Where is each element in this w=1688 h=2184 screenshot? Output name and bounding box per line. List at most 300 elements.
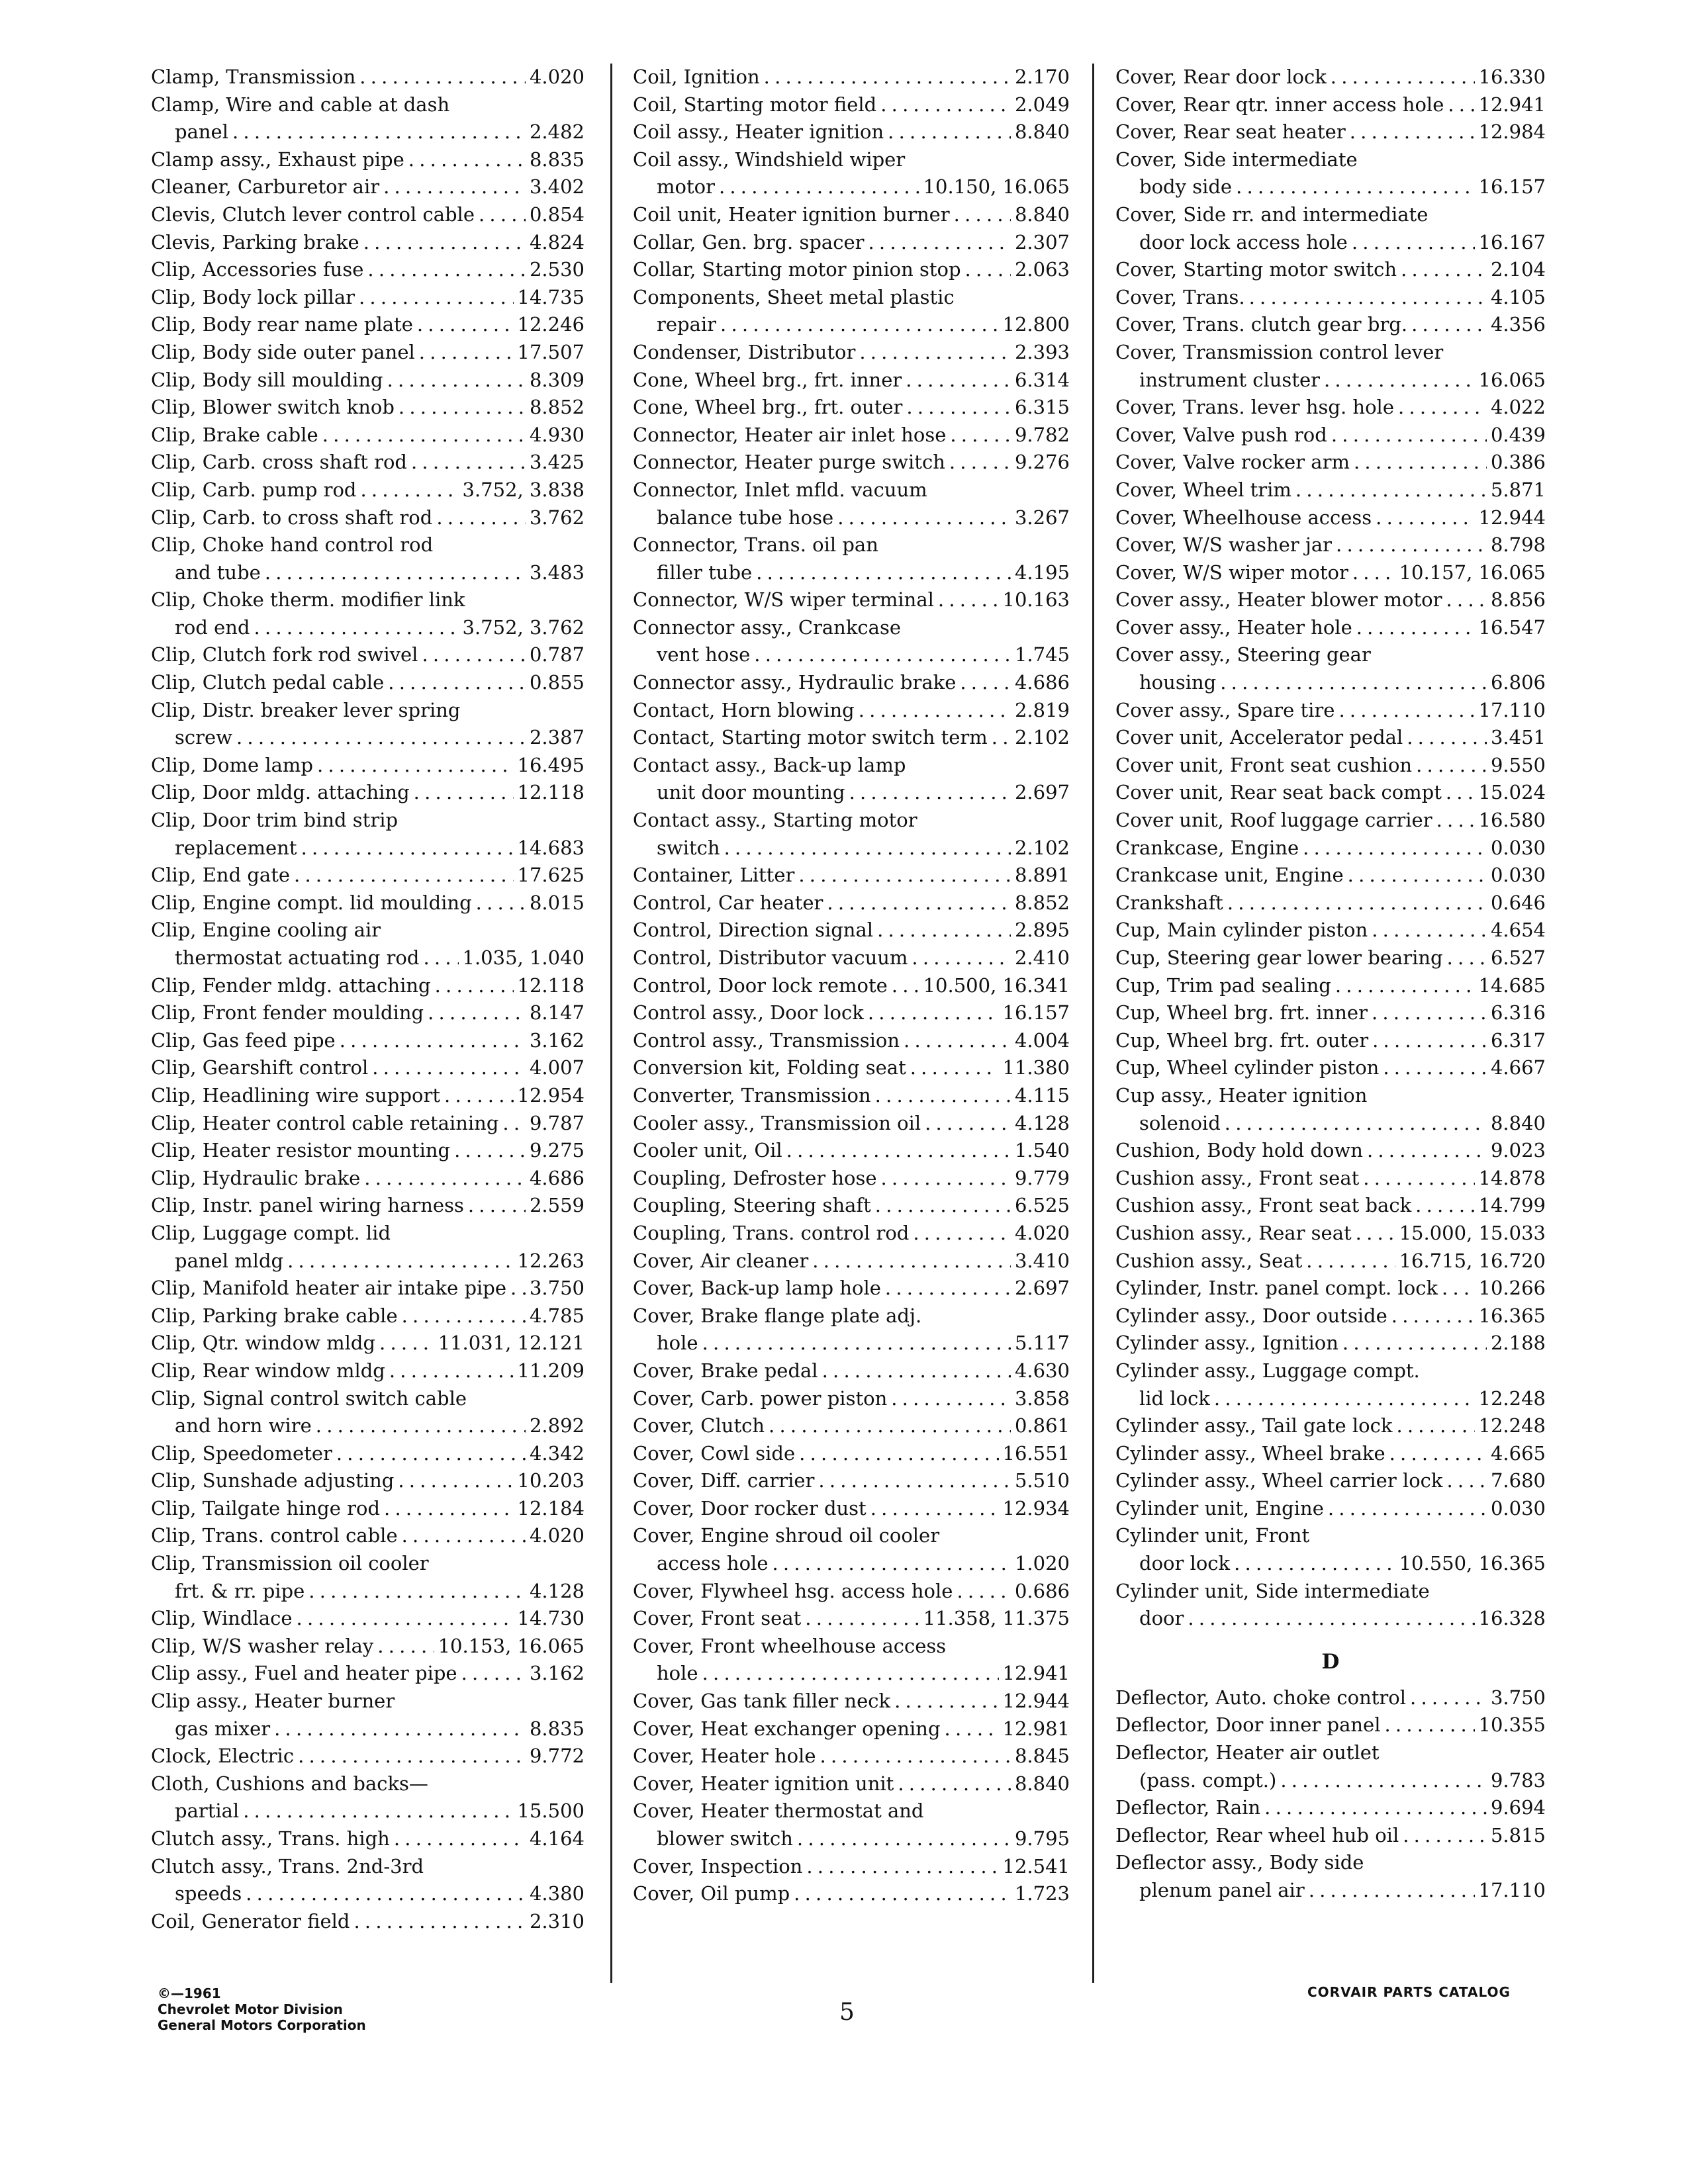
entry-text: Cooler unit, Oil	[633, 1139, 782, 1162]
entry-text: Clamp, Transmission	[151, 66, 356, 88]
index-entry	[1115, 944, 1546, 972]
column-divider	[610, 64, 612, 1983]
entry-page-ref: 15.000, 15.033	[1399, 1221, 1546, 1244]
entry-text: Connector, Trans. oil pan	[633, 533, 878, 557]
index-entry	[151, 1137, 585, 1165]
index-entry	[151, 889, 585, 917]
dot-leader	[754, 641, 1011, 669]
index-entry	[633, 1440, 1070, 1468]
dot-leader	[945, 1715, 999, 1743]
entry-page-ref: 4.824	[529, 230, 585, 253]
index-entry	[1115, 1495, 1546, 1523]
entry-text: instrument cluster	[1139, 368, 1320, 391]
dot-leader	[1264, 1794, 1487, 1822]
entry-page-ref: 1.745	[1014, 643, 1070, 666]
entry-text: Clip, Blower switch knob	[151, 396, 395, 419]
dot-leader	[236, 724, 526, 752]
index-entry	[151, 477, 585, 504]
index-entry	[633, 1054, 1070, 1082]
dot-leader	[910, 1054, 999, 1082]
index-entry	[633, 531, 1070, 586]
entry-text: Coil, Generator field	[151, 1909, 350, 1933]
index-entry	[633, 1853, 1070, 1881]
index-entry	[633, 1248, 1070, 1275]
dot-leader	[870, 1495, 999, 1523]
entry-page-ref: 2.393	[1014, 340, 1070, 363]
entry-text: Deflector, Auto. choke control	[1115, 1686, 1407, 1709]
dot-leader	[379, 1330, 434, 1357]
dot-leader	[411, 449, 526, 477]
entry-text: access hole	[657, 1552, 769, 1575]
entry-text: Cylinder assy., Wheel brake	[1115, 1441, 1385, 1465]
index-entry	[633, 697, 1070, 725]
index-entry	[1115, 1302, 1546, 1330]
dot-leader	[892, 972, 919, 1000]
dot-leader	[402, 1522, 526, 1550]
entry-text: Coupling, Steering shaft	[633, 1194, 871, 1217]
dot-leader	[875, 1192, 1011, 1220]
entry-text: Cone, Wheel brg., frt. outer	[633, 396, 903, 419]
dot-leader	[297, 1605, 514, 1633]
dot-leader	[881, 1165, 1011, 1193]
entry-page-ref: 9.783	[1490, 1768, 1546, 1792]
catalog-title: CORVAIR PARTS CATALOG	[1307, 1984, 1511, 2000]
entry-page-ref: 8.845	[1014, 1745, 1070, 1768]
entry-page-ref: 12.248	[1478, 1414, 1546, 1437]
dot-leader	[510, 1275, 526, 1302]
index-entry	[151, 1357, 585, 1385]
dot-leader	[799, 1440, 998, 1468]
entry-text: Cylinder assy., Luggage compt.	[1115, 1359, 1420, 1382]
entry-page-ref: 10.163	[1002, 588, 1070, 612]
entry-page-ref: 2.063	[1014, 258, 1070, 281]
entry-page-ref: 3.410	[1014, 1249, 1070, 1272]
dot-leader	[950, 422, 1011, 449]
entry-text: Cover, Gas tank filler neck	[633, 1690, 891, 1713]
index-entry	[633, 339, 1070, 367]
dot-leader	[1350, 118, 1475, 146]
entry-text: replacement	[175, 836, 297, 859]
entry-text: Deflector assy., Body side	[1115, 1851, 1364, 1874]
dot-leader	[388, 669, 526, 697]
index-entry	[633, 1743, 1070, 1770]
entry-text: door lock	[1139, 1552, 1231, 1575]
index-entry	[1115, 1684, 1546, 1712]
index-entry	[1115, 1275, 1546, 1302]
index-entry	[151, 1110, 585, 1138]
dot-leader	[1407, 724, 1487, 752]
entry-text: Connector assy., Hydraulic brake	[633, 671, 957, 694]
entry-text: Deflector, Heater air outlet	[1115, 1741, 1380, 1764]
dot-leader	[827, 889, 1011, 917]
index-entry	[151, 339, 585, 367]
dot-leader	[1384, 1711, 1474, 1739]
index-entry	[151, 1908, 585, 1936]
dot-leader	[1227, 889, 1487, 917]
index-entry	[1115, 339, 1546, 394]
index-entry	[633, 1495, 1070, 1523]
index-entry	[1115, 1357, 1546, 1412]
entry-page-ref: 0.386	[1490, 451, 1546, 474]
dot-leader	[398, 1467, 513, 1495]
entry-page-ref: 2.530	[529, 258, 585, 281]
entry-page-ref: 7.680	[1490, 1469, 1546, 1492]
index-entry	[1115, 284, 1546, 312]
entry-page-ref: 17.110	[1478, 698, 1546, 721]
entry-text: unit door mounting	[657, 781, 845, 804]
entry-text: Clip, Windlace	[151, 1607, 293, 1630]
dot-leader	[1335, 972, 1475, 1000]
index-entry	[633, 91, 1070, 119]
entry-text: Clip, Body rear name plate	[151, 313, 413, 336]
index-entry	[151, 64, 585, 91]
entry-page-ref: 8.835	[529, 1717, 585, 1740]
entry-page-ref: 9.782	[1014, 423, 1070, 446]
dot-leader	[868, 229, 1010, 257]
entry-text: Clip, Brake cable	[151, 423, 318, 446]
entry-text: door lock access hole	[1139, 230, 1348, 253]
entry-page-ref: 4.022	[1490, 396, 1546, 419]
index-entry	[1115, 531, 1546, 559]
entry-page-ref: 4.020	[529, 66, 585, 88]
entry-text: Cylinder assy., Ignition	[1115, 1332, 1338, 1355]
entry-page-ref: 3.858	[1014, 1387, 1070, 1410]
dot-leader	[423, 944, 458, 972]
dot-leader	[960, 669, 1011, 697]
entry-page-ref: 4.686	[529, 1166, 585, 1189]
dot-leader	[1415, 1192, 1474, 1220]
entry-page-ref: 6.525	[1014, 1194, 1070, 1217]
entry-page-ref: 12.941	[1478, 93, 1546, 116]
dot-leader	[724, 835, 1011, 862]
entry-text: Clip, Trans. control cable	[151, 1524, 398, 1547]
index-entry	[1115, 1412, 1546, 1440]
index-entry	[633, 64, 1070, 91]
entry-text: Clip, Front fender moulding	[151, 1001, 424, 1024]
entry-text: housing	[1139, 671, 1217, 694]
dot-leader	[361, 477, 459, 504]
dot-leader	[364, 1165, 526, 1193]
dot-leader	[888, 118, 1011, 146]
index-entry	[633, 1275, 1070, 1302]
entry-text: Cover, Valve rocker arm	[1115, 451, 1350, 474]
entry-text: Cover, Front wheelhouse access	[633, 1634, 947, 1657]
index-entry	[151, 1853, 585, 1908]
entry-text: panel mldg	[175, 1249, 284, 1272]
index-entry	[633, 669, 1070, 697]
dot-leader	[1410, 1684, 1487, 1712]
index-entry	[151, 1550, 585, 1605]
entry-text: Control assy., Door lock	[633, 1001, 864, 1024]
entry-text: hole	[657, 1332, 698, 1355]
index-entry	[1115, 477, 1546, 504]
index-entry	[151, 862, 585, 889]
dot-leader	[1367, 1137, 1487, 1165]
entry-text: Cylinder unit, Front	[1115, 1524, 1310, 1547]
entry-text: Cover unit, Accelerator pedal	[1115, 726, 1403, 749]
entry-text: Coil assy., Heater ignition	[633, 120, 884, 144]
index-entry	[151, 367, 585, 394]
entry-page-ref: 12.118	[517, 781, 585, 804]
entry-text: Cover, Clutch	[633, 1414, 765, 1437]
dot-leader	[1356, 614, 1475, 642]
dot-leader	[822, 1357, 1011, 1385]
entry-page-ref: 4.630	[1014, 1359, 1070, 1382]
entry-page-ref: 16.157	[1002, 1001, 1070, 1024]
dot-leader	[954, 201, 1011, 229]
entry-text: hole	[657, 1662, 698, 1685]
dot-leader	[359, 284, 514, 312]
entry-page-ref: 0.030	[1490, 864, 1546, 887]
entry-text: Cleaner, Carburetor air	[151, 175, 380, 199]
dot-leader	[949, 449, 1011, 477]
entry-page-ref: 2.102	[1014, 836, 1070, 859]
entry-page-ref: 9.275	[529, 1139, 585, 1162]
index-entry	[633, 614, 1070, 669]
entry-page-ref: 3.750	[529, 1277, 585, 1300]
dot-leader	[1214, 1385, 1475, 1413]
entry-text: Control, Distributor vacuum	[633, 946, 908, 969]
index-entry	[633, 1605, 1070, 1633]
entry-text: Clamp assy., Exhaust pipe	[151, 148, 404, 171]
entry-text: Cover, Heater ignition unit	[633, 1772, 894, 1795]
entry-text: Deflector, Door inner panel	[1115, 1713, 1381, 1737]
entry-page-ref: 0.646	[1490, 891, 1546, 914]
entry-text: Coil, Starting motor field	[633, 93, 877, 116]
entry-text: Crankshaft	[1115, 891, 1223, 914]
index-entry	[1115, 1739, 1546, 1794]
entry-text: Clip, Gearshift control	[151, 1056, 369, 1079]
entry-text: repair	[657, 313, 717, 336]
dot-leader	[906, 394, 1011, 422]
dot-leader	[1383, 1054, 1487, 1082]
dot-leader	[875, 1082, 1011, 1110]
index-entry	[151, 1192, 585, 1220]
index-entry	[633, 1220, 1070, 1248]
dot-leader	[849, 779, 1011, 807]
index-entry	[151, 1054, 585, 1082]
entry-page-ref: 0.854	[529, 203, 585, 226]
index-entry	[151, 284, 585, 312]
dot-leader	[880, 91, 1011, 119]
index-entry	[1115, 1578, 1546, 1633]
entry-page-ref: 8.852	[1014, 891, 1070, 914]
entry-text: Cylinder unit, Side intermediate	[1115, 1579, 1430, 1602]
entry-text: Control, Door lock remote	[633, 974, 888, 997]
dot-leader	[399, 394, 526, 422]
entry-text: Clip, Heater resistor mounting	[151, 1139, 451, 1162]
entry-page-ref: 12.934	[1002, 1496, 1070, 1520]
entry-text: Cover, Starting motor switch	[1115, 258, 1397, 281]
index-entry	[1115, 1522, 1546, 1577]
dot-leader	[720, 311, 998, 339]
index-entry	[1115, 1054, 1546, 1082]
dot-leader	[232, 118, 526, 146]
entry-text: Cup assy., Heater ignition	[1115, 1083, 1368, 1107]
dot-leader	[965, 256, 1011, 284]
index-entry	[1115, 1192, 1546, 1220]
dot-leader	[363, 229, 526, 257]
entry-page-ref: 2.482	[529, 120, 585, 144]
index-entry	[633, 394, 1070, 422]
entry-text: Cup, Wheel cylinder piston	[1115, 1056, 1380, 1079]
entry-page-ref: 12.184	[517, 1496, 585, 1520]
entry-text: Container, Litter	[633, 864, 795, 887]
entry-page-ref: 10.157, 16.065	[1399, 561, 1546, 584]
entry-text: Cover, Heater hole	[633, 1745, 816, 1768]
dot-leader	[274, 1715, 526, 1743]
entry-text: Cover, Inspection	[633, 1854, 803, 1878]
entry-page-ref: 2.819	[1014, 698, 1070, 721]
entry-text: Clip, Accessories fuse	[151, 258, 364, 281]
entry-page-ref: 17.625	[517, 864, 585, 887]
entry-text: Cover, Engine shroud oil cooler	[633, 1524, 940, 1547]
entry-page-ref: 4.356	[1490, 313, 1546, 336]
dot-leader	[1220, 669, 1487, 697]
entry-text: Clip, Tailgate hinge rod	[151, 1496, 381, 1520]
entry-text: Clip, Body side outer panel	[151, 340, 415, 363]
entry-page-ref: 16.330	[1478, 66, 1546, 88]
entry-text: Cooler assy., Transmission oil	[633, 1111, 921, 1134]
dot-leader	[359, 64, 526, 91]
entry-text: speeds	[175, 1882, 242, 1905]
dot-leader	[1336, 531, 1487, 559]
dot-leader	[294, 862, 513, 889]
entry-text: Cover, Oil pump	[633, 1882, 790, 1905]
index-entry	[633, 972, 1070, 1000]
index-entry	[151, 1385, 585, 1440]
entry-text: Clip, Qtr. window mldg	[151, 1332, 376, 1355]
copyright-corporation: General Motors Corporation	[158, 2017, 366, 2033]
entry-page-ref: 8.840	[1014, 1772, 1070, 1795]
index-entry	[151, 1825, 585, 1853]
entry-page-ref: 14.799	[1478, 1194, 1546, 1217]
entry-text: Cover, Diff. carrier	[633, 1469, 815, 1492]
entry-text: Cup, Wheel brg. frt. outer	[1115, 1028, 1369, 1052]
entry-text: Coupling, Trans. control rod	[633, 1221, 910, 1244]
index-entry	[1115, 91, 1546, 119]
entry-page-ref: 8.840	[1490, 1111, 1546, 1134]
dot-leader	[904, 1027, 1011, 1055]
entry-page-ref: 16.580	[1478, 809, 1546, 832]
entry-page-ref: 2.895	[1014, 919, 1070, 942]
entry-page-ref: 0.030	[1490, 1496, 1546, 1520]
dot-leader	[798, 862, 1011, 889]
dot-leader	[756, 559, 1011, 587]
dot-leader	[308, 1578, 526, 1606]
dot-leader	[1324, 367, 1475, 394]
entry-text: Cylinder assy., Tail gate lock	[1115, 1414, 1393, 1437]
index-entry	[633, 1082, 1070, 1110]
index-entry	[151, 256, 585, 284]
entry-text: Connector, Heater purge switch	[633, 451, 945, 474]
index-entry	[151, 1605, 585, 1633]
entry-text: balance tube hose	[657, 506, 834, 529]
dot-leader	[408, 146, 526, 174]
entry-page-ref: 11.209	[517, 1359, 585, 1382]
entry-text: Clip, Carb. pump rod	[151, 478, 357, 501]
entry-text: Clip, Engine compt. lid moulding	[151, 891, 472, 914]
entry-page-ref: 6.316	[1490, 1001, 1546, 1024]
entry-page-ref: 2.049	[1014, 93, 1070, 116]
entry-page-ref: 8.840	[1014, 120, 1070, 144]
entry-page-ref: 6.315	[1014, 396, 1070, 419]
dot-leader	[414, 779, 514, 807]
index-entry	[151, 1495, 585, 1523]
dot-leader	[383, 173, 526, 201]
entry-page-ref: 2.188	[1490, 1332, 1546, 1355]
entry-page-ref: 4.020	[529, 1524, 585, 1547]
entry-text: Clamp, Wire and cable at dash	[151, 93, 450, 116]
entry-page-ref: 4.785	[529, 1304, 585, 1327]
entry-page-ref: 2.104	[1490, 258, 1546, 281]
entry-text: Cylinder, Instr. panel compt. lock	[1115, 1277, 1438, 1300]
dot-leader	[702, 1330, 1011, 1357]
index-entry	[151, 91, 585, 146]
index-entry	[151, 697, 585, 752]
entry-text: Cover assy., Heater blower motor	[1115, 588, 1442, 612]
dot-leader	[340, 1027, 526, 1055]
entry-page-ref: 8.015	[529, 891, 585, 914]
index-entry	[151, 1027, 585, 1055]
dot-leader	[419, 339, 514, 367]
entry-page-ref: 3.402	[529, 175, 585, 199]
entry-text: Clip, Gas feed pipe	[151, 1028, 336, 1052]
entry-text: Condenser, Distributor	[633, 340, 856, 363]
index-entry	[151, 999, 585, 1027]
dot-leader	[1372, 999, 1487, 1027]
index-entry	[151, 586, 585, 641]
index-entry	[1115, 999, 1546, 1027]
entry-text: Cover, Flywheel hsg. access hole	[633, 1579, 953, 1602]
entry-page-ref: 16.328	[1478, 1607, 1546, 1630]
dot-leader	[786, 1137, 1011, 1165]
dot-leader	[859, 339, 1011, 367]
index-entry	[151, 972, 585, 1000]
entry-page-ref: 10.266	[1478, 1277, 1546, 1300]
index-entry	[151, 669, 585, 697]
entry-page-ref: 8.891	[1014, 864, 1070, 887]
entry-page-ref: 3.267	[1014, 506, 1070, 529]
entry-text: Cover, Brake pedal	[633, 1359, 818, 1382]
index-entry	[1115, 256, 1546, 284]
entry-text: Contact, Horn blowing	[633, 698, 855, 721]
dot-leader	[1249, 284, 1487, 312]
entry-text: Cover, Valve push rod	[1115, 423, 1327, 446]
dot-leader	[938, 586, 999, 614]
dot-leader	[372, 1054, 526, 1082]
entry-page-ref: 16.065	[1478, 368, 1546, 391]
entry-text: filler tube	[657, 561, 753, 584]
dot-leader	[992, 724, 1011, 752]
entry-text: Clip, Signal control switch cable	[151, 1387, 467, 1410]
entry-text: Coil unit, Heater ignition burner	[633, 203, 950, 226]
entry-page-ref: 4.342	[529, 1441, 585, 1465]
index-entry	[1115, 1849, 1546, 1904]
entry-text: Clip, Door trim bind strip	[151, 809, 399, 832]
dot-leader	[1309, 1877, 1475, 1905]
entry-text: motor	[657, 175, 715, 199]
index-entry	[633, 146, 1070, 201]
dot-leader	[794, 1880, 1011, 1908]
entry-text: Contact, Starting motor switch term	[633, 726, 988, 749]
entry-text: Cover, Side rr. and intermediate	[1115, 203, 1429, 226]
index-entry	[1115, 146, 1546, 201]
entry-text: rod end	[175, 615, 250, 639]
entry-text: blower switch	[657, 1827, 793, 1850]
entry-text: Clip, Dome lamp	[151, 753, 313, 776]
entry-page-ref: 3.451	[1490, 726, 1546, 749]
